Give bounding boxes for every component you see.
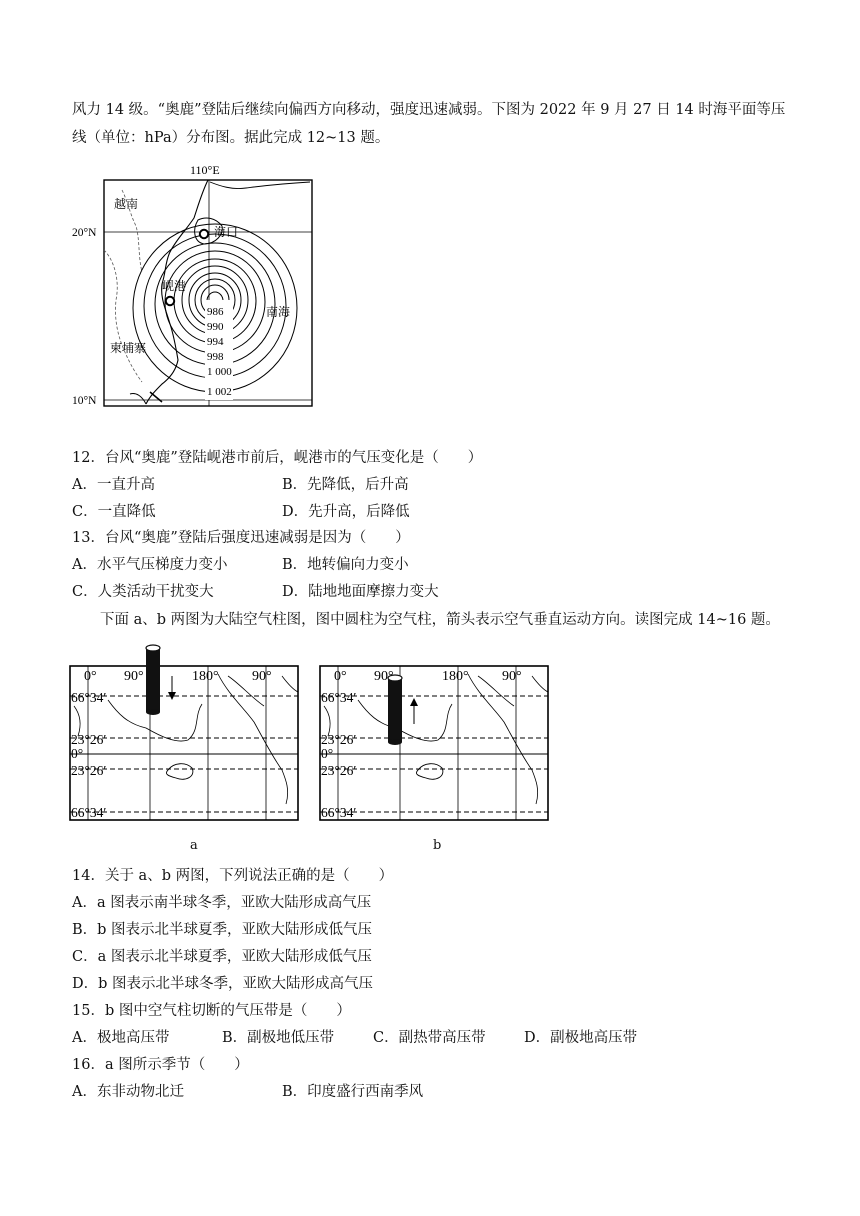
xiangang-marker bbox=[166, 297, 174, 305]
label-haikou: 海口 bbox=[214, 225, 239, 239]
q13-stem: 13．台风“奥鹿”登陆后强度迅速减弱是因为（ ） bbox=[72, 530, 410, 546]
map-a-lon-0: 0° bbox=[84, 669, 97, 684]
intro-line-2: 线（单位：hPa）分布图。据此完成 12~13 题。 bbox=[72, 130, 390, 146]
map1-lat-10: 10°N bbox=[72, 395, 97, 407]
map-b-lat-label: 0° bbox=[321, 746, 334, 761]
isobar-label: 990 bbox=[207, 321, 224, 333]
q16-option-b[interactable]: B．印度盛行西南季风 bbox=[282, 1084, 424, 1100]
q13-option-b[interactable]: B．地转偏向力变小 bbox=[282, 557, 409, 573]
map-a-lat-label: 66°34′ bbox=[71, 690, 107, 705]
q14-option-a[interactable]: A．a 图表示南半球冬季，亚欧大陆形成高气压 bbox=[72, 895, 372, 911]
intro-line-1: 风力 14 级。“奥鹿”登陆后继续向偏西方向移动，强度迅速减弱。下图为 2022 年 9 月 27 日 14 时海平面等压 bbox=[72, 102, 786, 118]
q12-option-d[interactable]: D．先升高，后降低 bbox=[282, 504, 410, 520]
map-a-lat-label: 66°34′ bbox=[71, 805, 107, 820]
map-b-lon-90w: 90° bbox=[502, 669, 522, 684]
map-a-lon-180: 180° bbox=[192, 669, 219, 684]
q12-option-a[interactable]: A．一直升高 bbox=[72, 477, 155, 493]
map-b-lon-0: 0° bbox=[334, 669, 347, 684]
caption-b: b bbox=[433, 838, 442, 853]
isobar-label: 1 000 bbox=[207, 366, 232, 378]
map-a-lat-label: 23°26′ bbox=[71, 732, 107, 747]
label-vietnam: 越南 bbox=[114, 197, 139, 211]
q14-option-b[interactable]: B．b 图表示北半球夏季，亚欧大陆形成低气压 bbox=[72, 922, 373, 938]
q16-stem: 16．a 图所示季节（ ） bbox=[72, 1057, 249, 1073]
map-b-lat-label: 23°26′ bbox=[321, 763, 357, 778]
map-b-lat-label: 66°34′ bbox=[321, 805, 357, 820]
typhoon-isobar-map bbox=[70, 160, 320, 430]
label-cambodia: 柬埔寨 bbox=[110, 341, 147, 355]
map-a-lat-label: 23°26′ bbox=[71, 763, 107, 778]
q13-option-c[interactable]: C．人类活动干扰变大 bbox=[72, 584, 214, 600]
air-column-map-a bbox=[68, 644, 302, 824]
isobar-label: 1 002 bbox=[207, 386, 232, 398]
map-a-lon-90: 90° bbox=[124, 669, 144, 684]
haikou-marker bbox=[200, 230, 208, 238]
caption-a: a bbox=[190, 838, 198, 853]
intro-2: 下面 a、b 两图为大陆空气柱图，图中圆柱为空气柱，箭头表示空气垂直运动方向。读图完成 14~16 题。 bbox=[100, 612, 780, 628]
q15-option-b[interactable]: B．副极地低压带 bbox=[222, 1030, 335, 1046]
isobar-label: 994 bbox=[207, 336, 224, 348]
air-column-map-b bbox=[318, 644, 552, 824]
q14-option-d[interactable]: D．b 图表示北半球冬季，亚欧大陆形成高气压 bbox=[72, 976, 374, 992]
q14-stem: 14．关于 a、b 两图，下列说法正确的是（ ） bbox=[72, 868, 394, 884]
map-b-lon-90: 90° bbox=[374, 669, 394, 684]
q12-option-c[interactable]: C．一直降低 bbox=[72, 504, 156, 520]
q14-option-c[interactable]: C．a 图表示北半球夏季，亚欧大陆形成低气压 bbox=[72, 949, 372, 965]
label-south-sea: 南海 bbox=[266, 305, 291, 319]
q15-stem: 15．b 图中空气柱切断的气压带是（ ） bbox=[72, 1003, 351, 1019]
q16-option-a[interactable]: A．东非动物北迁 bbox=[72, 1084, 184, 1100]
map-b-lat-label: 66°34′ bbox=[321, 690, 357, 705]
isobar-label: 986 bbox=[207, 306, 224, 318]
q15-option-a[interactable]: A．极地高压带 bbox=[72, 1030, 170, 1046]
q15-option-c[interactable]: C．副热带高压带 bbox=[373, 1030, 486, 1046]
isobar-label: 998 bbox=[207, 351, 224, 363]
q12-stem: 12．台风“奥鹿”登陆岘港市前后，岘港市的气压变化是（ ） bbox=[72, 450, 483, 466]
q12-option-b[interactable]: B．先降低，后升高 bbox=[282, 477, 409, 493]
map-b-lon-180: 180° bbox=[442, 669, 469, 684]
q13-option-a[interactable]: A．水平气压梯度力变小 bbox=[72, 557, 228, 573]
map-a-lat-label: 0° bbox=[71, 746, 84, 761]
map-a-lon-90w: 90° bbox=[252, 669, 272, 684]
q13-option-d[interactable]: D．陆地地面摩擦力变大 bbox=[282, 584, 439, 600]
label-xiangang: 岘港 bbox=[162, 279, 187, 293]
map-b-lat-label: 23°26′ bbox=[321, 732, 357, 747]
q15-option-d[interactable]: D．副极地高压带 bbox=[524, 1030, 638, 1046]
map1-lon-label: 110°E bbox=[190, 163, 220, 177]
map1-lat-20: 20°N bbox=[72, 227, 97, 239]
